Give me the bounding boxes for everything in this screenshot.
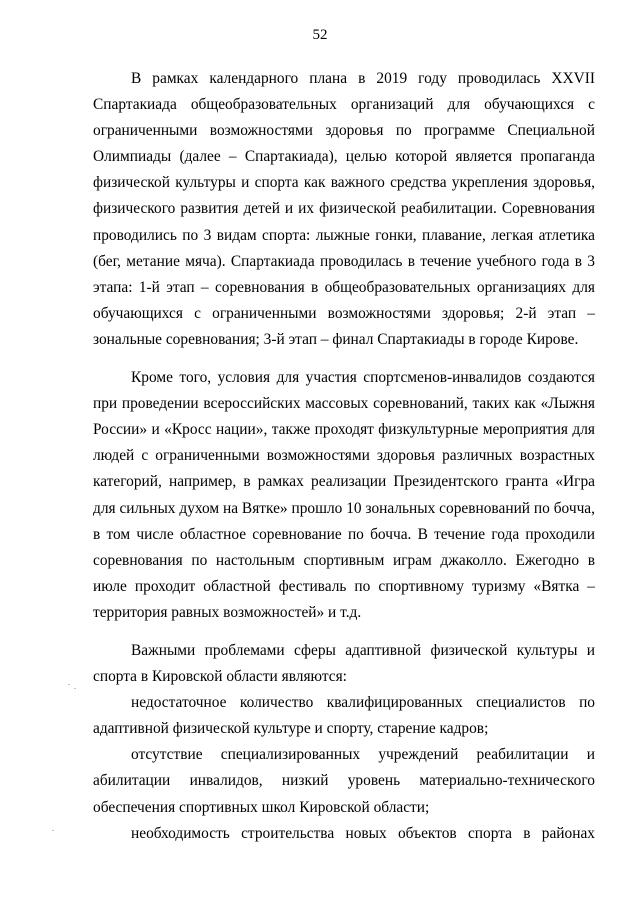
document-body	[93, 66, 595, 847]
paragraph-problem-construction: необходимость строительства новых объектов спорта в районах	[131, 824, 595, 842]
paragraph-problem-staff: недостаточное количество квалифицированных специалистов по адаптивной физической культуре и спорту, старение кадров;	[93, 694, 595, 738]
scan-speck	[52, 830, 54, 831]
page-number: 52	[312, 27, 328, 43]
paragraph-mass-events: Кроме того, условия для участия спортсменов-инвалидов создаются при проведении всероссийских массовых соревнований, таких как «Лыжня России» и «Кросс нации», также проходят физкультурные мероприятия для людей с ограниченными возможностями здоровья различных возрастных категорий, например, в рамках реализации Президентского гранта «Игра для сильных духом на Вятке» прошло 10 зональных соревнований по бочча, в том числе областное соревнование по бочча. В течение года проходили соревнования по настольным спортивным играм джаколло. Ежегодно в июле проходит областной фестиваль по спортивному туризму «Вятка – территория равных возможностей» и т.д.	[93, 369, 595, 621]
paragraph-problems-intro: Важными проблемами сферы адаптивной физической культуры и спорта в Кировской области являются:	[93, 641, 595, 686]
scan-speck	[74, 688, 76, 689]
scan-speck	[68, 684, 70, 685]
paragraph-problem-institutions: отсутствие специализированных учреждений реабилитации и абилитации инвалидов, низкий уровень материально-технического обеспечения спортивных школ Кировской области;	[93, 746, 595, 816]
paragraph-spartakiad: В рамках календарного плана в 2019 году проводилась XXVII Спартакиада общеобразовательных организаций для обучающихся с ограниченными возможностями здоровья по программе Специальной Олимпиады (далее – Спартакиада), целью которой является пропаганда физической культуры и спорта как важного средства укрепления здоровья, физического развития детей и их физической реабилитации. Соревнования проводились по 3 видам спорта: лыжные гонки, плавание, легкая атлетика (бег, метание мяча). Спартакиада проводилась в течение учебного года в 3 этапа: 1-й этап – соревнования в общеобразовательных организациях для обучающихся с ограниченными возможностями здоровья; 2-й этап – зональные соревнования; 3-й этап – финал Спартакиады в городе Кирове.	[93, 70, 595, 348]
